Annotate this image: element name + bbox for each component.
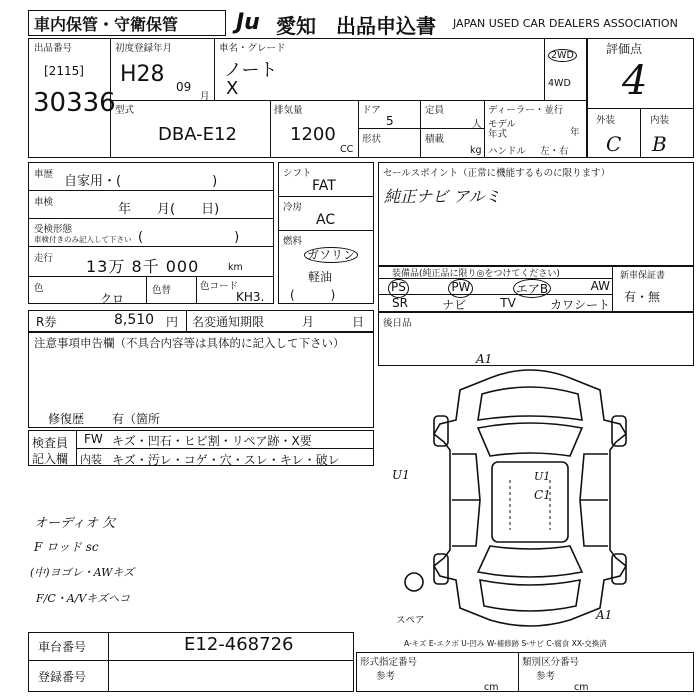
- repair-value: 有（箇所: [112, 412, 161, 426]
- received-value: ( ): [138, 230, 240, 245]
- registration-label: 初度登録年月: [115, 43, 173, 54]
- fuel-other: ( ): [290, 288, 336, 302]
- mileage-unit: km: [228, 262, 243, 273]
- logo-text: 愛知: [276, 14, 316, 38]
- recycle-label: R券: [36, 315, 57, 329]
- fw-label: FW: [84, 432, 103, 446]
- fuel-label: 燃料: [283, 236, 303, 247]
- name-change-day: 日: [352, 315, 365, 329]
- model-label: 型式: [115, 105, 135, 116]
- name-change-month: 月: [302, 315, 315, 329]
- equipment-label: 装備品(純正品に限り◎をつけてください): [392, 269, 560, 279]
- damage-legend: A-キズ E-エクボ U-凹み W-補修跡 S-サビ C-腐食 XX-交換済: [404, 639, 607, 648]
- equip-pw[interactable]: PW: [448, 279, 473, 298]
- interior-row: キズ・汚レ・コゲ・穴・スレ・キレ・破レ: [112, 453, 340, 467]
- chassis-label: 車台番号: [38, 640, 87, 654]
- lot-sub-number: [2115]: [44, 64, 84, 78]
- year-unit: 年: [570, 127, 580, 138]
- load-unit: kg: [470, 145, 482, 156]
- doors-value: 5: [386, 114, 394, 128]
- chassis-value: E12-468726: [184, 634, 294, 655]
- load-label: 積載: [425, 134, 445, 145]
- storage-stamp-text: 車内保管・守衛保管: [34, 15, 179, 34]
- equip-leather[interactable]: カワシート: [549, 298, 610, 312]
- car-name-label: 車名・グレード: [219, 43, 286, 54]
- score-value: 4: [622, 58, 648, 104]
- lot-number: 30336: [33, 88, 116, 118]
- color-code-label: 色コード: [200, 281, 239, 292]
- top-grid: [28, 38, 694, 158]
- class-code-label: 類別区分番号: [522, 657, 580, 668]
- warranty-options[interactable]: 有・無: [624, 290, 661, 304]
- color-value: クロ: [100, 292, 125, 306]
- history-label: 車歴: [34, 169, 54, 180]
- registration-month-unit: 月: [200, 91, 210, 102]
- registration-year: H28: [120, 62, 165, 87]
- color-change-label: 色替: [152, 285, 172, 296]
- name-change-label: 名変通知期限: [192, 315, 265, 329]
- registration-month: 09: [176, 80, 192, 94]
- equip-aw[interactable]: AW: [590, 279, 610, 293]
- form-ref-label: 参考: [376, 671, 396, 682]
- ac-label: 冷房: [283, 202, 303, 213]
- drive-4wd-option[interactable]: 4WD: [548, 78, 571, 89]
- notes-label: 注意事項申告欄（不具合内容等は具体的に記入して下さい）: [34, 336, 345, 350]
- equip-navi[interactable]: ナビ: [442, 298, 467, 312]
- damage-front: A1: [476, 352, 493, 366]
- color-label: 色: [34, 283, 44, 294]
- inspection-label: 車検: [34, 197, 54, 208]
- capacity-label: 定員: [425, 105, 445, 116]
- document-title: 出品申込書: [336, 14, 436, 38]
- drive-2wd-label: 2WD: [548, 49, 577, 62]
- ac-value: AC: [316, 212, 336, 228]
- equipment-row2: [392, 296, 610, 313]
- sales-handwritten: 純正ナビ アルミ: [384, 187, 501, 206]
- fw-row: キズ・凹石・ヒビ割・リペア跡・X要: [112, 434, 312, 448]
- class-cm: cm: [574, 682, 589, 693]
- capacity-unit: 人: [472, 119, 482, 130]
- damage-side: U1: [392, 468, 410, 482]
- fuel-gas-option[interactable]: [304, 246, 358, 263]
- inspector-label-2: 記入欄: [32, 452, 69, 466]
- color-code-value: KH3.: [236, 290, 265, 304]
- equip-tv[interactable]: TV: [500, 296, 516, 310]
- registration-number-label: 登録番号: [38, 670, 87, 684]
- cc-unit: CC: [340, 144, 354, 155]
- form-cm: cm: [484, 682, 499, 693]
- handle-options[interactable]: 左・右: [540, 146, 569, 157]
- inspection-value: 年 月( 日): [118, 202, 220, 217]
- car-diagram[interactable]: [400, 350, 660, 630]
- class-ref-label: 参考: [536, 671, 556, 682]
- doors-label: ドア: [362, 105, 381, 116]
- history-value: 自家用・( ): [64, 174, 218, 189]
- drive-2wd-option[interactable]: [548, 50, 577, 61]
- form-code-label: 形式指定番号: [360, 657, 418, 668]
- equip-ps[interactable]: PS: [388, 279, 409, 298]
- exterior-score: C: [606, 132, 622, 156]
- mileage-label: 走行: [34, 253, 54, 264]
- damage-rear: A1: [596, 608, 613, 622]
- damage-roof: U1: [534, 470, 551, 483]
- handle-label: ハンドル: [488, 146, 527, 157]
- model-year-label: モデル 年式: [488, 119, 517, 140]
- sales-label: セールスポイント（正常に機能するものに限ります）: [383, 168, 611, 179]
- received-note: 車検付きのみ記入して下さい: [34, 235, 132, 244]
- equip-airbag[interactable]: エアB: [513, 279, 551, 298]
- recycle-value: 8,510: [114, 312, 155, 328]
- model-value: DBA-E12: [158, 124, 237, 145]
- fuel-gas-label: ガソリン: [304, 247, 358, 263]
- fuel-diesel-option[interactable]: 軽油: [308, 270, 333, 284]
- received-label: 受検形態: [34, 224, 73, 235]
- memo-line-1: オーディオ 欠: [34, 516, 116, 531]
- mileage-value: 13万 8千 000: [86, 257, 200, 276]
- ju-logo: [236, 10, 278, 34]
- memo-line-4: F/C・A/Vキズヘコ: [36, 592, 131, 605]
- equip-sr[interactable]: SR: [392, 296, 408, 310]
- association-name: JAPAN USED CAR DEALERS ASSOCIATION: [453, 17, 678, 30]
- shape-label: 形状: [362, 134, 382, 145]
- ju-logo-mark: Ju: [236, 10, 260, 35]
- warranty-label: 新車保証書: [620, 271, 666, 281]
- score-label: 評価点: [606, 42, 643, 56]
- damage-roof-2: C1: [534, 488, 551, 502]
- memo-line-2: F ロッド sc: [34, 540, 99, 554]
- inspector-label-1: 検査員: [32, 436, 69, 450]
- rear-parts-label: 後日品: [383, 318, 412, 329]
- interior-score: B: [652, 132, 667, 156]
- car-name: ノート: [224, 60, 278, 81]
- displacement-label: 排気量: [274, 105, 303, 116]
- recycle-unit: 円: [166, 315, 179, 329]
- displacement-value: 1200: [290, 124, 336, 145]
- repair-label: 修復歴: [48, 412, 85, 426]
- memo-line-3: (中)ヨゴレ・AWキズ: [30, 566, 135, 579]
- shift-value: FAT: [312, 178, 336, 194]
- exterior-label: 外装: [596, 115, 616, 126]
- interior-label: 内装: [650, 115, 670, 126]
- lot-label: 出品番号: [34, 43, 73, 54]
- dealer-label: ディーラー・並行: [488, 105, 564, 116]
- spare-label: スペア: [396, 615, 425, 626]
- interior-row-label: 内装: [80, 453, 102, 466]
- car-grade: X: [226, 78, 239, 99]
- shift-label: シフト: [283, 168, 312, 179]
